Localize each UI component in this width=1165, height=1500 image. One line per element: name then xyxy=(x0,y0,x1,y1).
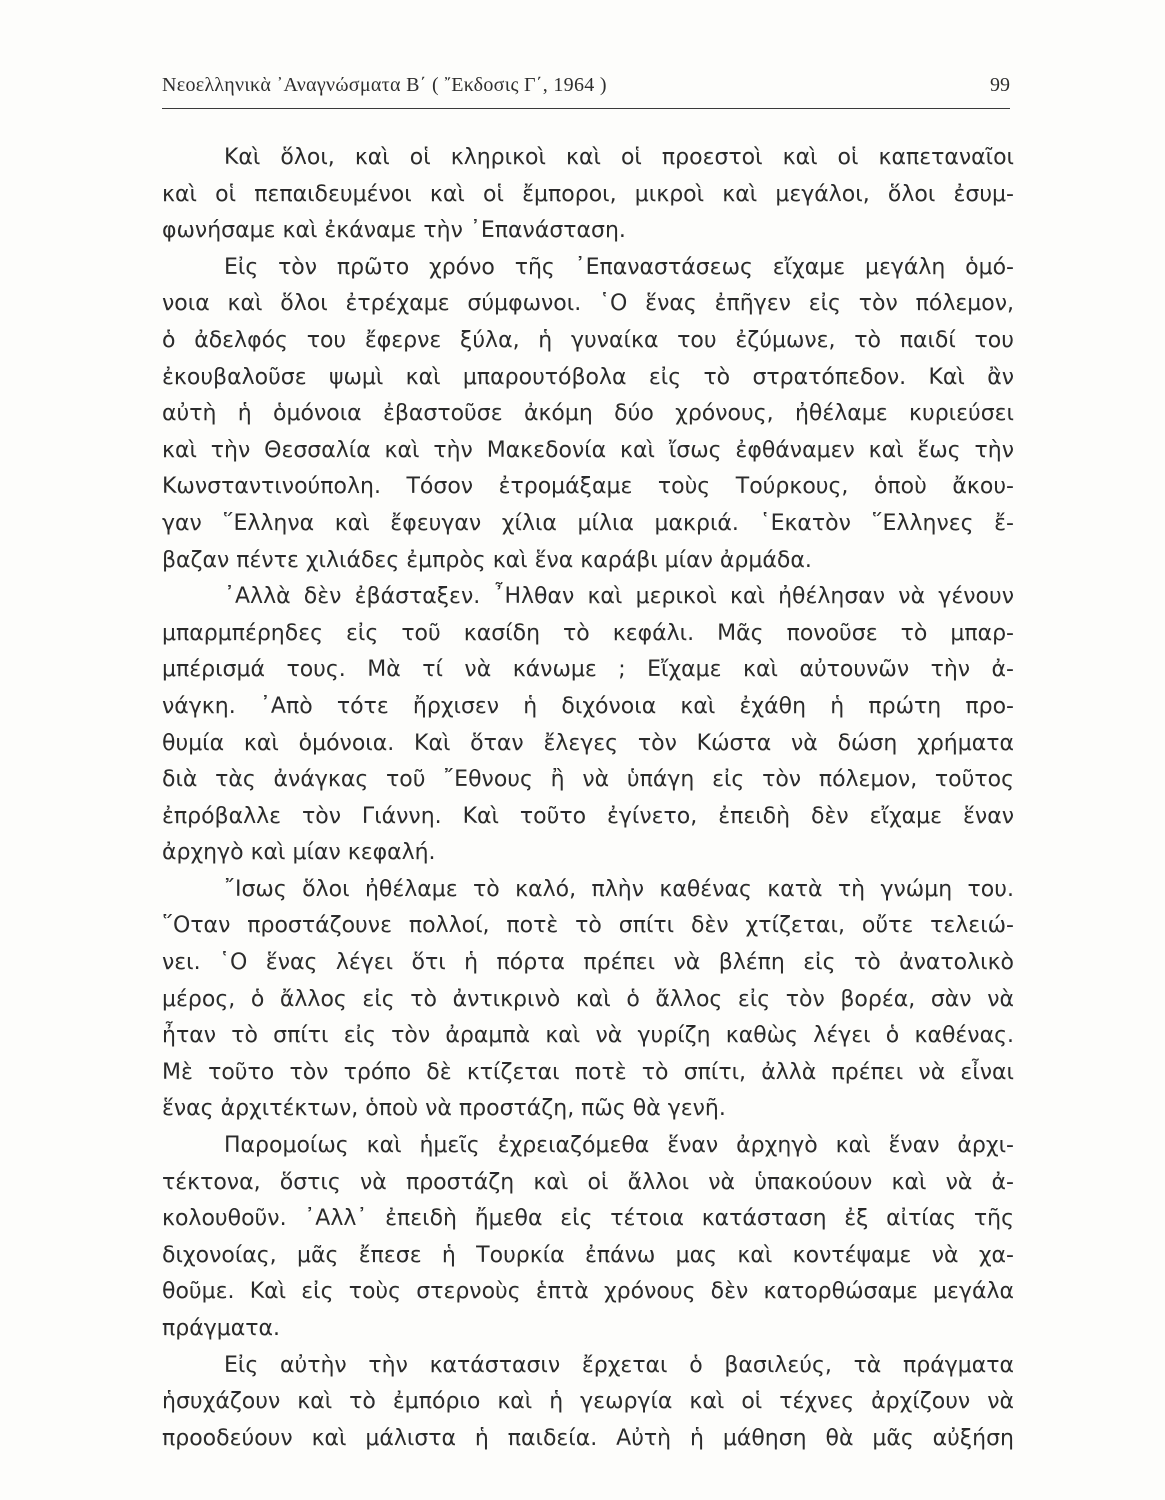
text-line: τέκτονα, ὅστις νὰ προστάζη καὶ οἱ ἄλλοι νὰ ὑπακούουν καὶ νὰ ἀ- xyxy=(162,1169,1014,1195)
text-line: καὶ οἱ πεπαιδευμένοι καὶ οἱ ἔμποροι, μικροὶ καὶ μεγάλοι, ὅλοι ἐσυμ- xyxy=(162,181,1014,207)
text-line: ἦταν τὸ σπίτι εἰς τὸν ἀραμπὰ καὶ νὰ γυρίζη καθὼς λέγει ὁ καθένας. xyxy=(162,1023,1014,1049)
text-line: βαζαν πέντε χιλιάδες ἐμπρὸς καὶ ἕνα καράβι μίαν ἀρμάδα. xyxy=(162,547,812,573)
text-line: ἡσυχάζουν καὶ τὸ ἐμπόριο καὶ ἡ γεωργία καὶ οἱ τέχνες ἀρχίζουν νὰ xyxy=(162,1389,1014,1415)
text-line: Εἰς τὸν πρῶτο χρόνο τῆς ᾿Επαναστάσεως εἴχαμε μεγάλη ὁμό- xyxy=(224,254,1014,280)
text-line: ἐπρόβαλλε τὸν Γιάννη. Καὶ τοῦτο ἐγίνετο, ἐπειδὴ δὲν εἴχαμε ἕναν xyxy=(162,803,1014,829)
text-line: ῞Οταν προστάζουνε πολλοί, ποτὲ τὸ σπίτι δὲν χτίζεται, οὔτε τελειώ- xyxy=(162,913,1014,939)
text-line: προοδεύουν καὶ μάλιστα ἡ παιδεία. Αὐτὴ ἡ μάθηση θὰ μᾶς αὐξήση xyxy=(162,1425,1014,1451)
text-line: ἀρχηγὸ καὶ μίαν κεφαλή. xyxy=(162,840,436,866)
text-line: ὁ ἀδελφός του ἔφερνε ξύλα, ἡ γυναίκα του ἐζύμωνε, τὸ παιδί του xyxy=(162,327,1014,353)
text-line: διὰ τὰς ἀνάγκας τοῦ ῎Εθνους ἢ νὰ ὑπάγη εἰς τὸν πόλεμον, τοῦτος xyxy=(162,767,1014,793)
text-line: Μὲ τοῦτο τὸν τρόπο δὲ κτίζεται ποτὲ τὸ σπίτι, ἀλλὰ πρέπει νὰ εἶναι xyxy=(162,1059,1014,1085)
text-line: Εἰς αὐτὴν τὴν κατάστασιν ἔρχεται ὁ βασιλεύς, τὰ πράγματα xyxy=(224,1352,1014,1378)
text-line: ᾿Αλλὰ δὲν ἐβάσταξεν. ῏Ηλθαν καὶ μερικοὶ καὶ ἠθέλησαν νὰ γένουν xyxy=(224,584,1014,610)
text-line: ῎Ισως ὅλοι ἠθέλαμε τὸ καλό, πλὴν καθένας κατὰ τὴ γνώμη του. xyxy=(224,876,1014,902)
text-line: Κωνσταντινούπολη. Τόσον ἐτρομάξαμε τοὺς Τούρκους, ὁποὺ ἄκου- xyxy=(162,474,1014,500)
text-line: θοῦμε. Καὶ εἰς τοὺς στερνοὺς ἑπτὰ χρόνους δὲν κατορθώσαμε μεγάλα xyxy=(162,1279,1014,1305)
text-line: νοια καὶ ὅλοι ἐτρέχαμε σύμφωνοι. ῾Ο ἕνας ἐπῆγεν εἰς τὸν πόλεμον, xyxy=(162,291,1014,317)
text-line: αὐτὴ ἡ ὁμόνοια ἐβαστοῦσε ἀκόμη δύο χρόνους, ἠθέλαμε κυριεύσει xyxy=(162,401,1014,427)
text-line: μέρος, ὁ ἄλλος εἰς τὸ ἀντικρινὸ καὶ ὁ ἄλλος εἰς τὸν βορέα, σὰν νὰ xyxy=(162,986,1014,1012)
text-line: ἕνας ἀρχιτέκτων, ὁποὺ νὰ προστάζη, πῶς θὰ γενῆ. xyxy=(162,1096,726,1122)
text-line: νάγκη. ᾿Απὸ τότε ἤρχισεν ἡ διχόνοια καὶ ἐχάθη ἡ πρώτη προ- xyxy=(162,693,1014,719)
running-header xyxy=(162,72,1010,106)
text-line: καὶ τὴν Θεσσαλία καὶ τὴν Μακεδονία καὶ ἴσως ἐφθάναμεν καὶ ἕως τὴν xyxy=(162,437,1014,463)
text-line: θυμία καὶ ὁμόνοια. Καὶ ὅταν ἔλεγες τὸν Κώστα νὰ δώση χρήματα xyxy=(162,730,1014,756)
page-number: 99 xyxy=(990,74,1010,96)
header-rule xyxy=(162,108,1010,109)
text-line: Καὶ ὅλοι, καὶ οἱ κληρικοὶ καὶ οἱ προεστοὶ καὶ οἱ καπεταναῖοι xyxy=(224,145,1014,170)
text-line: Παρομοίως καὶ ἡμεῖς ἐχρειαζόμεθα ἕναν ἀρχηγὸ καὶ ἕναν ἀρχι- xyxy=(224,1133,1014,1159)
text-line: διχονοίας, μᾶς ἔπεσε ἡ Τουρκία ἐπάνω μας καὶ κοντέψαμε νὰ χα- xyxy=(162,1242,1014,1268)
running-header-title: Νεοελληνικὰ ᾿Αναγνώσματα Β΄ ( ῎Εκδοσις Γ΄, 1964 ) xyxy=(162,74,607,96)
text-line: γαν ῞Ελληνα καὶ ἔφευγαν χίλια μίλια μακριά. ῾Εκατὸν ῞Ελληνες ἔ- xyxy=(162,510,1014,536)
body-text xyxy=(162,140,1014,1457)
text-line: πράγματα. xyxy=(162,1316,280,1341)
text-line: φωνήσαμε καὶ ἐκάναμε τὴν ᾿Επανάσταση. xyxy=(162,218,626,244)
text-line: μπαρμπέρηδες εἰς τοῦ κασίδη τὸ κεφάλι. Μᾶς πονοῦσε τὸ μπαρ- xyxy=(162,620,1014,646)
text-line: μπέρισμά τους. Μὰ τί νὰ κάνωμε ; Εἴχαμε καὶ αὐτουνῶν τὴν ἀ- xyxy=(162,657,1014,683)
text-line: νει. ῾Ο ἕνας λέγει ὅτι ἡ πόρτα πρέπει νὰ βλέπη εἰς τὸ ἀνατολικὸ xyxy=(162,950,1014,976)
text-line: κολουθοῦν. ᾿Αλλ᾿ ἐπειδὴ ἤμεθα εἰς τέτοια κατάσταση ἐξ αἰτίας τῆς xyxy=(162,1206,1014,1232)
text-line: ἐκουβαλοῦσε ψωμὶ καὶ μπαρουτόβολα εἰς τὸ στρατόπεδον. Καὶ ἂν xyxy=(162,364,1014,390)
